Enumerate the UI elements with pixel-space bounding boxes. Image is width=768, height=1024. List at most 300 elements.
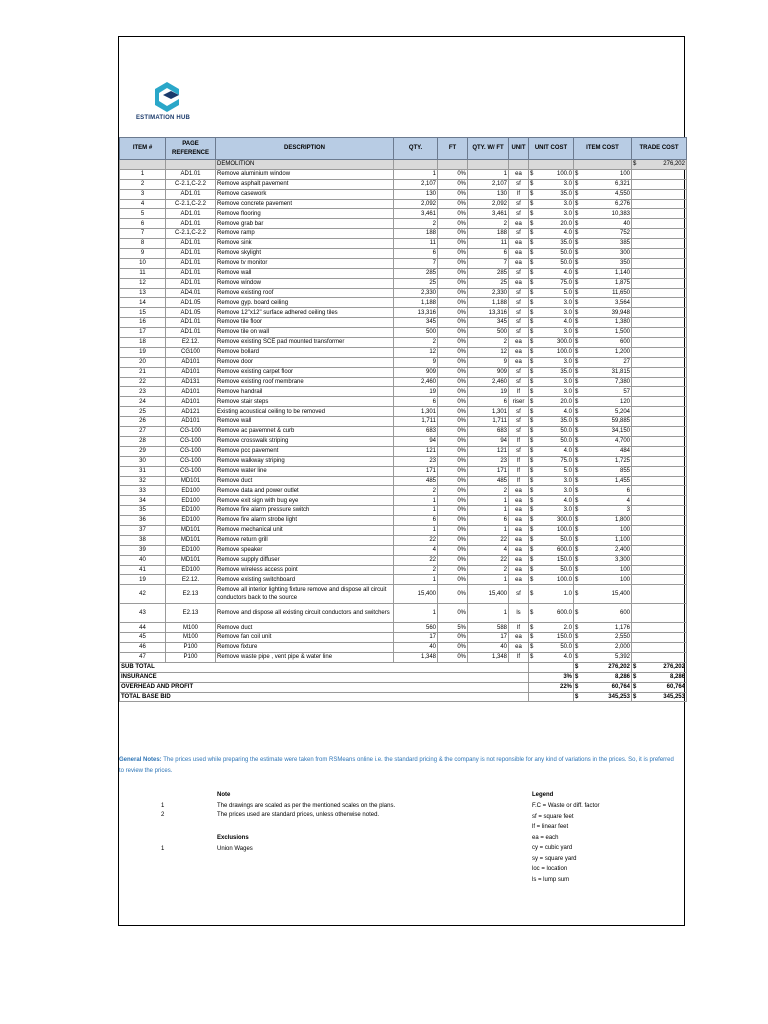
cell-page-ref: MD101 [166, 525, 216, 535]
cell-item-cost: $ 484 [574, 446, 632, 456]
table-row [120, 575, 687, 585]
cell-ft: 0% [438, 633, 468, 643]
cell-ft: 0% [438, 496, 468, 506]
cell-item-num: 5 [120, 209, 166, 219]
cell-ft: 0% [438, 278, 468, 288]
cell-item-cost: $ 2,550 [574, 633, 632, 643]
cell-trade-cost [632, 652, 687, 662]
cell-item-cost: $ 31,815 [574, 367, 632, 377]
cell-qty: 19 [394, 387, 438, 397]
cell-item-num: 16 [120, 318, 166, 328]
col-header-description: DESCRIPTION [216, 138, 394, 160]
table-row [120, 427, 687, 437]
table-row [120, 476, 687, 486]
cell-item-num: 10 [120, 258, 166, 268]
cell-ft: 0% [438, 209, 468, 219]
cell-trade-cost [632, 456, 687, 466]
summary-trade-cost: $ 60,764 [632, 682, 687, 692]
summary-trade-cost: $ 345,253 [632, 692, 687, 702]
cell-qty: 1 [394, 575, 438, 585]
legend-item: ls = lump sum [532, 876, 570, 883]
cell-ft: 0% [438, 516, 468, 526]
cell-unit: sf [509, 229, 529, 239]
cell-item-cost: $ 3 [574, 506, 632, 516]
cell-qty: 13,316 [394, 308, 438, 318]
table-row [120, 407, 687, 417]
cell-qty: 15,400 [394, 585, 438, 604]
cell-item-cost: $ 385 [574, 239, 632, 249]
table-row [120, 436, 687, 446]
cell-item-cost: $ 5,392 [574, 652, 632, 662]
cell-item-num: 26 [120, 417, 166, 427]
cell-trade-cost [632, 258, 687, 268]
cell-qty-with-ft: 22 [468, 535, 509, 545]
cell-unit: sf [509, 298, 529, 308]
summary-item-cost: $ 276,202 [574, 662, 632, 672]
cell-unit: lf [509, 652, 529, 662]
cell-unit-cost: $ 3.0 [529, 357, 574, 367]
cell-unit-cost: $ 100.0 [529, 347, 574, 357]
cell-qty-with-ft: 6 [468, 397, 509, 407]
cell-qty: 485 [394, 476, 438, 486]
cell-page-ref: AD1.01 [166, 189, 216, 199]
cell-unit: ea [509, 496, 529, 506]
cell-unit-cost: $ 50.0 [529, 436, 574, 446]
summary-row [120, 692, 687, 702]
cell-unit-cost: $ 3.0 [529, 298, 574, 308]
cell-qty: 2 [394, 219, 438, 229]
cell-description: Remove fire alarm strobe light [216, 516, 394, 526]
cell-unit: ea [509, 545, 529, 555]
cell-unit: sf [509, 288, 529, 298]
cell-item-cost: $ 1,875 [574, 278, 632, 288]
cell-description: Remove aluminium window [216, 169, 394, 179]
col-header-ft: FT [438, 138, 468, 160]
cell-ft: 0% [438, 229, 468, 239]
summary-row [120, 662, 687, 672]
cell-qty: 9 [394, 357, 438, 367]
col-header-page-ref: PAGE REFERENCE [166, 138, 216, 160]
cell-item-num: 41 [120, 565, 166, 575]
cell-trade-cost [632, 189, 687, 199]
cell-unit: sf [509, 318, 529, 328]
cell-item-num: 27 [120, 427, 166, 437]
cell-item-cost: $ 2,400 [574, 545, 632, 555]
legend-item: ea = each [532, 834, 559, 841]
cell-item-num: 9 [120, 249, 166, 259]
cell-trade-cost [632, 623, 687, 633]
cell-page-ref: AD131 [166, 377, 216, 387]
cell-ft: 0% [438, 486, 468, 496]
table-row [120, 643, 687, 653]
cell-unit-cost: $ 1.0 [529, 585, 574, 604]
cell-item-cost: $ 600 [574, 338, 632, 348]
col-header-qty: QTY. [394, 138, 438, 160]
cell-description: Remove flooring [216, 209, 394, 219]
cell-unit: sf [509, 328, 529, 338]
cell-ft: 0% [438, 525, 468, 535]
cell-description: Remove waste pipe , vent pipe & water line [216, 652, 394, 662]
cell-unit: ea [509, 486, 529, 496]
cell-trade-cost [632, 476, 687, 486]
cell-trade-cost [632, 417, 687, 427]
cell-ft: 0% [438, 575, 468, 585]
cell-item-num: 28 [120, 436, 166, 446]
cell-unit: riser [509, 397, 529, 407]
cell-qty-with-ft: 1,711 [468, 417, 509, 427]
col-header-qty-ft: QTY. W/ FT [468, 138, 509, 160]
cell-item-num: 4 [120, 199, 166, 209]
cell-item-num: 30 [120, 456, 166, 466]
cell-qty-with-ft: 345 [468, 318, 509, 328]
note-num: 1 [161, 803, 165, 809]
table-row [120, 229, 687, 239]
cell-unit-cost: $ 100.0 [529, 169, 574, 179]
cell-unit-cost: $ 3.0 [529, 506, 574, 516]
cell-unit-cost: $ 100.0 [529, 575, 574, 585]
cell-item-num: 15 [120, 308, 166, 318]
cell-description: Remove handrail [216, 387, 394, 397]
cell-trade-cost [632, 229, 687, 239]
cell-item-cost: $ 120 [574, 397, 632, 407]
table-row [120, 249, 687, 259]
cell-item-cost: $ 4 [574, 496, 632, 506]
cell-page-ref: CG-100 [166, 427, 216, 437]
cell-qty-with-ft: 17 [468, 633, 509, 643]
cell-ft: 0% [438, 506, 468, 516]
cell-description: Remove ramp [216, 229, 394, 239]
cell-item-cost: $ 59,885 [574, 417, 632, 427]
cell-item-num: 46 [120, 643, 166, 653]
cell-page-ref: AD1.01 [166, 209, 216, 219]
cell-qty: 4 [394, 545, 438, 555]
cell-item-cost: $ 1,800 [574, 516, 632, 526]
note-title: Note [217, 792, 231, 798]
section-label: DEMOLITION [216, 160, 394, 170]
cell-qty-with-ft: 2 [468, 338, 509, 348]
cell-qty-with-ft: 7 [468, 258, 509, 268]
table-row [120, 169, 687, 179]
cell-description: Remove existing switchboard [216, 575, 394, 585]
table-row [120, 318, 687, 328]
cell-qty: 560 [394, 623, 438, 633]
cell-item-num: 35 [120, 506, 166, 516]
cell-unit: ea [509, 278, 529, 288]
cell-unit-cost: $ 300.0 [529, 338, 574, 348]
cell-item-cost: $ 3,300 [574, 555, 632, 565]
cell-description: Remove walkway striping [216, 456, 394, 466]
cell-unit-cost: $ 50.0 [529, 258, 574, 268]
cell-qty: 11 [394, 239, 438, 249]
cell-trade-cost [632, 407, 687, 417]
cell-page-ref: AD1.01 [166, 268, 216, 278]
cell-page-ref: CG-100 [166, 436, 216, 446]
cell-unit-cost: $ 35.0 [529, 367, 574, 377]
cell-page-ref: AD101 [166, 417, 216, 427]
cell-item-cost: $ 1,176 [574, 623, 632, 633]
table-row [120, 367, 687, 377]
cell-trade-cost [632, 535, 687, 545]
cell-qty: 6 [394, 397, 438, 407]
cell-item-cost: $ 600 [574, 604, 632, 623]
cell-unit: ea [509, 506, 529, 516]
cell-page-ref: AD1.01 [166, 318, 216, 328]
cell-item-cost: $ 6,276 [574, 199, 632, 209]
cell-qty-with-ft: 188 [468, 229, 509, 239]
cell-ft: 0% [438, 643, 468, 653]
summary-pct [529, 692, 574, 702]
cell-description: Remove ac pavemnet & curb [216, 427, 394, 437]
cell-page-ref: AD101 [166, 367, 216, 377]
cell-ft: 0% [438, 535, 468, 545]
note-text: The drawings are scaled as per the mentioned scales on the plans. [217, 803, 396, 809]
cell-trade-cost [632, 585, 687, 604]
col-header-item-cost: ITEM COST [574, 138, 632, 160]
cell-qty: 2 [394, 565, 438, 575]
cell-unit: ea [509, 555, 529, 565]
table-row [120, 268, 687, 278]
cell-item-num: 31 [120, 466, 166, 476]
cell-qty: 909 [394, 367, 438, 377]
cell-page-ref: AD1.05 [166, 308, 216, 318]
table-row [120, 496, 687, 506]
cell-ft: 0% [438, 258, 468, 268]
cell-qty: 3,461 [394, 209, 438, 219]
cell-qty-with-ft: 94 [468, 436, 509, 446]
table-row [120, 623, 687, 633]
table-row [120, 555, 687, 565]
cell-item-cost: $ 39,948 [574, 308, 632, 318]
cell-page-ref: AD1.01 [166, 258, 216, 268]
cell-qty-with-ft: 588 [468, 623, 509, 633]
section-row-demolition [120, 160, 687, 170]
cell-trade-cost [632, 436, 687, 446]
cell-description: Remove water line [216, 466, 394, 476]
cell-item-num: 24 [120, 397, 166, 407]
cell-unit: sf [509, 179, 529, 189]
cell-qty: 6 [394, 249, 438, 259]
cell-qty-with-ft: 1 [468, 169, 509, 179]
cell-unit: ea [509, 516, 529, 526]
cell-qty: 6 [394, 516, 438, 526]
cell-item-num: 32 [120, 476, 166, 486]
table-row [120, 357, 687, 367]
cell-description: Remove supply diffuser [216, 555, 394, 565]
cell-item-cost: $ 752 [574, 229, 632, 239]
cell-unit-cost: $ 4.0 [529, 407, 574, 417]
cell-unit: sf [509, 585, 529, 604]
cell-item-num: 38 [120, 535, 166, 545]
cell-item-num: 39 [120, 545, 166, 555]
cell-unit: sf [509, 308, 529, 318]
cell-ft: 0% [438, 199, 468, 209]
cell-item-cost: $ 100 [574, 575, 632, 585]
cell-trade-cost [632, 555, 687, 565]
cell-trade-cost [632, 486, 687, 496]
cell-qty-with-ft: 2 [468, 219, 509, 229]
cell-qty: 188 [394, 229, 438, 239]
cell-qty: 2 [394, 486, 438, 496]
table-row [120, 397, 687, 407]
cell-trade-cost [632, 249, 687, 259]
cell-trade-cost [632, 643, 687, 653]
cell-item-cost: $ 6 [574, 486, 632, 496]
cell-item-cost: $ 27 [574, 357, 632, 367]
cell-qty: 345 [394, 318, 438, 328]
cell-trade-cost [632, 357, 687, 367]
cell-unit: ea [509, 535, 529, 545]
cell-page-ref: M100 [166, 633, 216, 643]
general-notes: General Notes: The prices used while preparing the estimate were taken from RSMeans online i.e. the standard pricing & the company is not reponsible for any kind of variations in the prices. So, it is preferred to review the prices. [119, 757, 674, 774]
cell-unit: lf [509, 436, 529, 446]
cell-description: Remove door [216, 357, 394, 367]
cell-qty-with-ft: 285 [468, 268, 509, 278]
cell-qty-with-ft: 12 [468, 347, 509, 357]
summary-label: SUB TOTAL [120, 662, 529, 672]
cell-page-ref: MD101 [166, 555, 216, 565]
cell-page-ref: ED100 [166, 486, 216, 496]
cell-ft: 5% [438, 623, 468, 633]
cell-qty: 22 [394, 535, 438, 545]
cell-description: Remove bollard [216, 347, 394, 357]
table-row [120, 417, 687, 427]
cell-item-num: 3 [120, 189, 166, 199]
table-row [120, 466, 687, 476]
cell-trade-cost [632, 496, 687, 506]
cell-qty-with-ft: 1 [468, 525, 509, 535]
cell-qty-with-ft: 171 [468, 466, 509, 476]
cell-item-num: 42 [120, 585, 166, 604]
cell-qty-with-ft: 19 [468, 387, 509, 397]
cell-unit: ea [509, 239, 529, 249]
cell-description: Remove speaker [216, 545, 394, 555]
table-row [120, 209, 687, 219]
cell-ft: 0% [438, 357, 468, 367]
cell-ft: 0% [438, 466, 468, 476]
cell-unit: lf [509, 387, 529, 397]
table-row [120, 189, 687, 199]
cell-qty-with-ft: 6 [468, 249, 509, 259]
cell-ft: 0% [438, 179, 468, 189]
cell-item-num: 8 [120, 239, 166, 249]
cell-qty: 683 [394, 427, 438, 437]
exclusion-num: 1 [161, 846, 165, 852]
cell-qty-with-ft: 500 [468, 328, 509, 338]
cell-page-ref: ED100 [166, 496, 216, 506]
cell-ft: 0% [438, 476, 468, 486]
cell-page-ref: ED100 [166, 516, 216, 526]
cell-ft: 0% [438, 308, 468, 318]
cell-page-ref: CG-100 [166, 456, 216, 466]
cell-ft: 0% [438, 407, 468, 417]
cell-ft: 0% [438, 268, 468, 278]
cell-unit: sf [509, 377, 529, 387]
cell-unit-cost: $ 3.0 [529, 377, 574, 387]
cell-description: Remove asphalt pavement [216, 179, 394, 189]
cell-description: Remove 12"x12" surface adhered ceiling tiles [216, 308, 394, 318]
cell-ft: 0% [438, 604, 468, 623]
cell-description: Remove duct [216, 623, 394, 633]
cell-qty-with-ft: 4 [468, 545, 509, 555]
cell-trade-cost [632, 328, 687, 338]
table-row [120, 456, 687, 466]
cell-trade-cost [632, 239, 687, 249]
cell-qty: 2,460 [394, 377, 438, 387]
cell-qty-with-ft: 2,107 [468, 179, 509, 189]
cell-qty-with-ft: 2,330 [468, 288, 509, 298]
cell-page-ref: AD1.01 [166, 239, 216, 249]
cell-description: Remove exit sign with bug eye [216, 496, 394, 506]
estimation-hub-logo [133, 81, 203, 125]
cell-trade-cost [632, 377, 687, 387]
cell-ft: 0% [438, 585, 468, 604]
cell-item-cost: $ 1,140 [574, 268, 632, 278]
table-row [120, 308, 687, 318]
cell-qty: 130 [394, 189, 438, 199]
cell-unit-cost: $ 4.0 [529, 318, 574, 328]
cell-item-cost: $ 4,550 [574, 189, 632, 199]
cell-trade-cost [632, 338, 687, 348]
cell-unit: ea [509, 169, 529, 179]
cell-trade-cost [632, 169, 687, 179]
cell-item-cost: $ 1,380 [574, 318, 632, 328]
cell-item-num: 12 [120, 278, 166, 288]
cell-item-cost: $ 1,455 [574, 476, 632, 486]
cell-ft: 0% [438, 367, 468, 377]
cell-ft: 0% [438, 189, 468, 199]
cell-item-num: 22 [120, 377, 166, 387]
table-row [120, 565, 687, 575]
cell-qty: 500 [394, 328, 438, 338]
header-row [120, 138, 687, 160]
cell-page-ref: ED100 [166, 545, 216, 555]
cell-qty: 1 [394, 604, 438, 623]
cell-trade-cost [632, 397, 687, 407]
cell-page-ref: C-2.1,C-2.2 [166, 199, 216, 209]
table-row [120, 652, 687, 662]
table-row [120, 535, 687, 545]
cell-page-ref: E2.12. [166, 338, 216, 348]
cell-page-ref: AD121 [166, 407, 216, 417]
cell-ft: 0% [438, 446, 468, 456]
legend-item: F.C = Waste or diff. factor [532, 803, 600, 809]
cell-page-ref: ED100 [166, 506, 216, 516]
table-row [120, 545, 687, 555]
cell-trade-cost [632, 308, 687, 318]
cell-unit: sf [509, 367, 529, 377]
cell-unit-cost: $ 75.0 [529, 456, 574, 466]
cell-item-cost: $ 11,650 [574, 288, 632, 298]
cell-item-num: 18 [120, 338, 166, 348]
cell-description: Remove grab bar [216, 219, 394, 229]
table-row [120, 633, 687, 643]
cell-page-ref: P100 [166, 652, 216, 662]
cell-trade-cost [632, 575, 687, 585]
cell-qty: 1 [394, 506, 438, 516]
cell-item-cost: $ 855 [574, 466, 632, 476]
cell-ft: 0% [438, 652, 468, 662]
cell-trade-cost [632, 288, 687, 298]
cell-ft: 0% [438, 427, 468, 437]
cell-page-ref: AD1.01 [166, 328, 216, 338]
cell-unit: sf [509, 268, 529, 278]
table-row [120, 387, 687, 397]
cell-description: Remove skylight [216, 249, 394, 259]
cell-unit-cost: $ 50.0 [529, 427, 574, 437]
cell-unit: ea [509, 525, 529, 535]
cell-page-ref: CG-100 [166, 446, 216, 456]
cell-unit-cost: $ 4.0 [529, 446, 574, 456]
